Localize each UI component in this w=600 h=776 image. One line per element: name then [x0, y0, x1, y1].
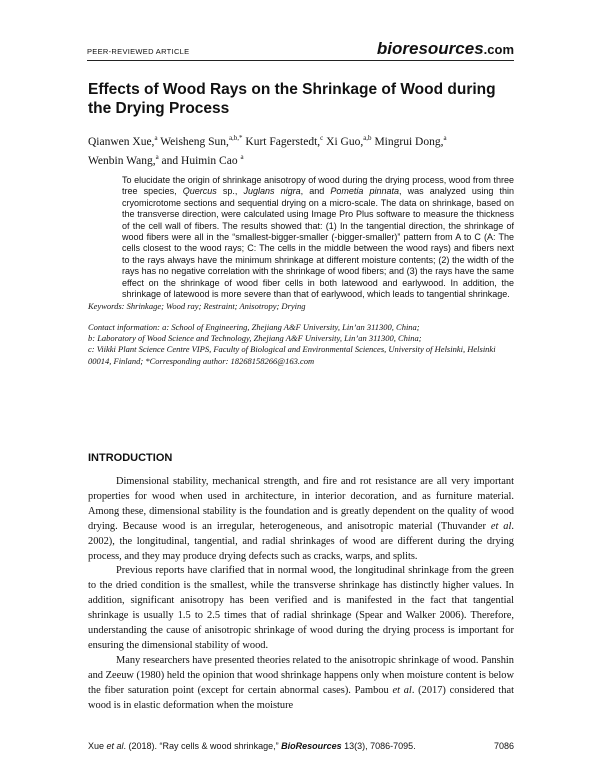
- affiliation-c: c: Viikki Plant Science Centre VIPS, Faculty of Biological and Environmental Sciences, University of Helsinki, Helsinki 00014, Finland; *Corresponding author: 18268158266@163.com: [88, 344, 496, 366]
- paragraph: Many researchers have presented theories related to the anisotropic shrinkage of wood. Panshin and Zeeuw (1980) held the opinion that wood shrinkage happens only when moisture content is below the fiber saturation point (except for certain abnormal cases). Pambou et al. (2017) considered that wood is in elastic deformation when the moisture: [88, 654, 514, 711]
- article-type-label: PEER-REVIEWED ARTICLE: [87, 47, 190, 56]
- keywords: Keywords: Shrinkage; Wood ray; Restraint; Anisotropy; Drying: [88, 301, 306, 311]
- author: and Huimin Cao $^a$: [161, 153, 244, 168]
- affiliation-a: Contact information: a: School of Engineering, Zhejiang A&F University, Lin’an 311300, China;: [88, 322, 420, 332]
- brand-suffix: .com: [483, 42, 514, 57]
- author: Xi Guo,$^{a,b}$: [326, 134, 372, 148]
- affiliation-b: b: Laboratory of Wood Science and Technology, Zhejiang A&F University, Lin’an 311300, China;: [88, 333, 422, 344]
- section-heading: INTRODUCTION: [88, 452, 173, 464]
- paragraph: Dimensional stability, mechanical strength, and fire and rot resistance are all very important properties for wood when used in architecture, in interior decoration, and as furniture material. Among these, dimensional stability is the foundation and is greatly dependent on the quality of wood drying. Because wood is an irregular, heterogeneous, and anisotropic material (Thuvander et al. 2002), the longitudinal, tangential, and radial shrinkages of wood are different during the drying process, and they may produce drying defects such as cracks, warps, and splits.: [88, 476, 514, 562]
- brand-name: bioresources: [376, 39, 484, 58]
- author: Mingrui Dong,$^a$: [374, 134, 447, 148]
- running-header: [87, 36, 514, 61]
- author: Wenbin Wang,$^a$: [88, 153, 159, 168]
- author: Qianwen Xue,$^a$: [88, 134, 158, 148]
- page-number: 7086: [493, 741, 514, 751]
- page-footer: [88, 741, 514, 751]
- abstract: To elucidate the origin of shrinkage anisotropy of wood during the drying process, wood from three tree species, Quercus sp., Juglans nigra, and Pometia pinnata, was analyzed using thin cryomicrotome sections and sequential drying on a micro-scale. The data on shrinkage, based on the transverse direction, were calculated using Image Pro Plus software to measure the thickness of the cell wall of fibers. The results showed that: (1) In the tangential direction, the shrinkage of wood fibers were all in the “smallest-bigger-smaller (-bigger-smaller)” pattern from A to C (A: The cells closest to the wood rays; C: The cells in the middle between the wood rays) and fibers next to the rays always have the minimum shrinkage at different moisture contents; (2) the width of the rays has no negative correlation with the shrinkage of wood fibers; and (3) the rays have the same effect on the shrinkage of wood fiber cells in both latewood and earlywood. In addition, the shrinkage of latewood is more severe than that of earlywood, which leads to tangential shrinkage.: [122, 175, 514, 300]
- author: Kurt Fagerstedt,$^c$: [245, 134, 324, 148]
- author-list: [88, 131, 518, 170]
- paragraph: Previous reports have clarified that in normal wood, the longitudinal shrinkage from the green to the dried condition is the smallest, while the transverse shrinkage has distinctly higher values. In addition, significant anisotropy has been verified and is manifested in the fact that tangential shrinkage is usually 1.5 to 2.5 times that of radial shrinkage (Spear and Walker 2006). Therefore, understanding the cause of anisotropic shrinkage of wood during the drying process is important for ensuring the dimensional stability of wood.: [88, 565, 514, 651]
- introduction-body: [88, 475, 514, 714]
- contact-information: [88, 322, 518, 367]
- author: Weisheng Sun,$^{a,b,*}$: [160, 134, 243, 148]
- journal-brand[interactable]: [377, 39, 514, 59]
- citation: Xue et al. (2018). “Ray cells & wood shrinkage,” BioResources 13(3), 7086-7095.: [88, 741, 416, 751]
- article-title: Effects of Wood Rays on the Shrinkage of Wood during the Drying Process: [88, 81, 496, 117]
